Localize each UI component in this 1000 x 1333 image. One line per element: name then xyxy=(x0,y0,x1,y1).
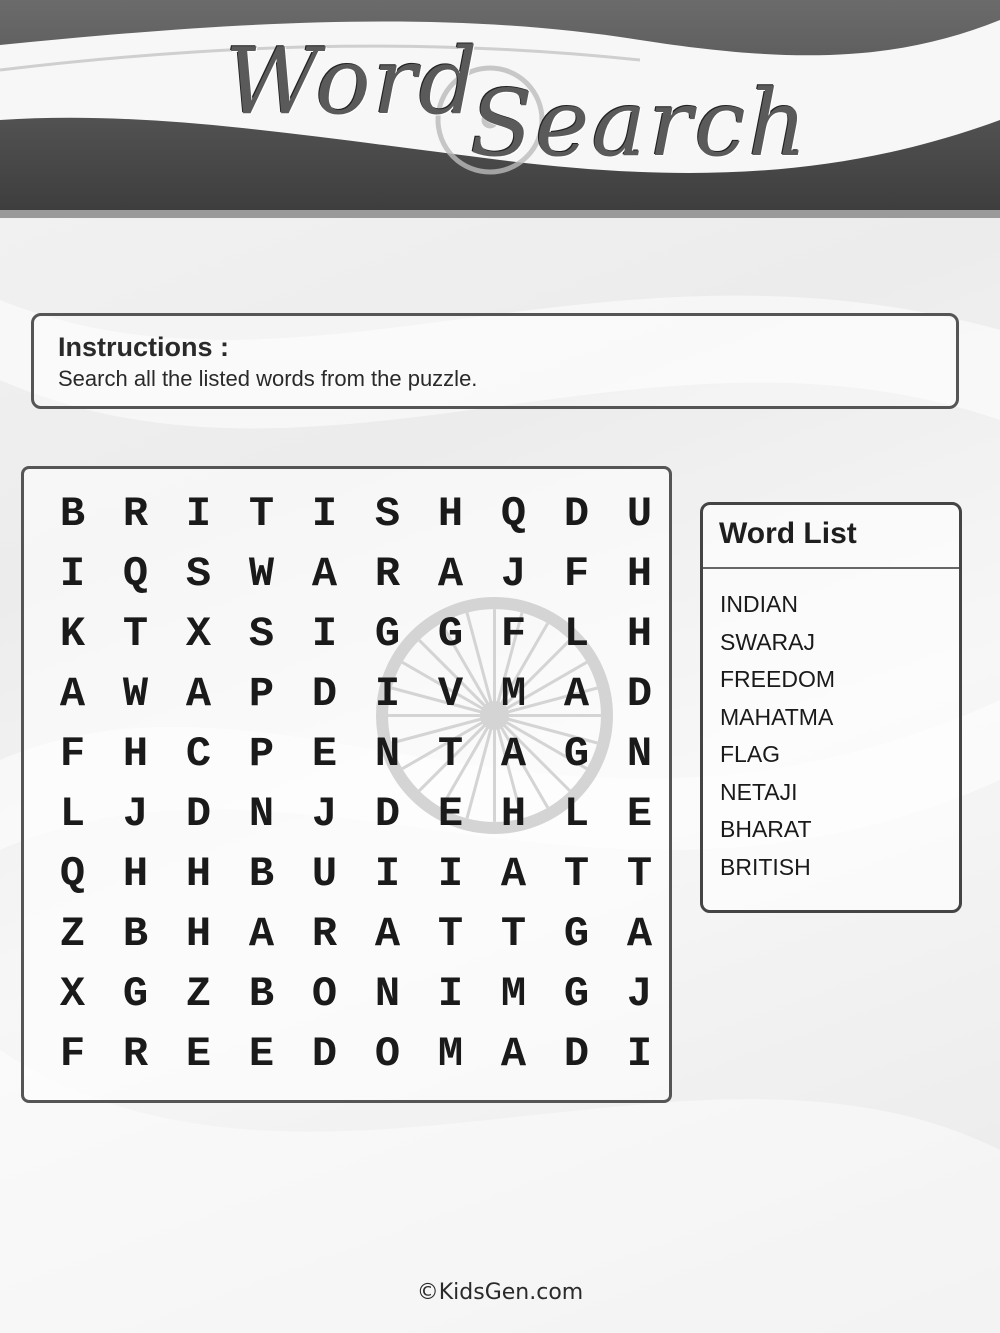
grid-cell[interactable]: T xyxy=(122,610,149,658)
grid-cell[interactable]: N xyxy=(374,730,401,778)
grid-cell[interactable]: A xyxy=(563,670,590,718)
letter-grid xyxy=(41,484,671,1084)
grid-cell[interactable]: B xyxy=(248,850,275,898)
grid-cell[interactable]: S xyxy=(248,610,275,658)
grid-cell[interactable]: D xyxy=(185,790,212,838)
grid-cell[interactable]: T xyxy=(563,850,590,898)
instructions-text: Search all the listed words from the puzzle. xyxy=(58,366,478,391)
grid-cell[interactable]: X xyxy=(185,610,212,658)
grid-cell[interactable]: G xyxy=(122,970,149,1018)
grid-cell[interactable]: I xyxy=(311,490,338,538)
grid-cell[interactable]: I xyxy=(437,970,464,1018)
grid-cell[interactable]: D xyxy=(563,1030,590,1078)
grid-cell[interactable]: T xyxy=(626,850,653,898)
word-list-item: BHARAT xyxy=(720,816,812,842)
grid-cell[interactable]: Q xyxy=(122,550,149,598)
grid-cell[interactable]: G xyxy=(374,610,401,658)
grid-cell[interactable]: A xyxy=(500,850,527,898)
grid-cell[interactable]: F xyxy=(563,550,590,598)
grid-cell[interactable]: A xyxy=(59,670,86,718)
grid-cell[interactable]: O xyxy=(374,1030,401,1078)
grid-cell[interactable]: D xyxy=(374,790,401,838)
grid-cell[interactable]: O xyxy=(311,970,338,1018)
grid-cell[interactable]: A xyxy=(185,670,212,718)
grid-cell[interactable]: J xyxy=(500,550,527,598)
grid-cell[interactable]: P xyxy=(248,670,275,718)
grid-cell[interactable]: H xyxy=(185,850,212,898)
grid-cell[interactable]: J xyxy=(122,790,149,838)
grid-cell[interactable]: A xyxy=(626,910,653,958)
grid-cell[interactable]: E xyxy=(185,1030,212,1078)
grid-cell[interactable]: A xyxy=(437,550,464,598)
grid-cell[interactable]: L xyxy=(59,790,86,838)
grid-cell[interactable]: L xyxy=(563,790,590,838)
grid-cell[interactable]: G xyxy=(437,610,464,658)
footer-credit: ©KidsGen.com xyxy=(416,1280,584,1305)
grid-cell[interactable]: L xyxy=(563,610,590,658)
grid-cell[interactable]: D xyxy=(626,670,653,718)
grid-cell[interactable]: C xyxy=(185,730,212,778)
grid-cell[interactable]: I xyxy=(374,670,401,718)
grid-cell[interactable]: H xyxy=(500,790,527,838)
grid-cell[interactable]: Q xyxy=(500,490,527,538)
grid-cell[interactable]: X xyxy=(59,970,86,1018)
grid-cell[interactable]: A xyxy=(248,910,275,958)
grid-cell[interactable]: F xyxy=(500,610,527,658)
word-list-item: SWARAJ xyxy=(720,628,815,655)
grid-cell[interactable]: Z xyxy=(59,910,86,958)
divider xyxy=(703,567,959,569)
grid-cell[interactable]: T xyxy=(437,910,464,958)
grid-cell[interactable]: U xyxy=(311,850,338,898)
grid-cell[interactable]: E xyxy=(311,730,338,778)
instructions-title: Instructions : xyxy=(58,332,230,362)
grid-cell[interactable]: A xyxy=(500,730,527,778)
grid-cell[interactable]: H xyxy=(122,850,149,898)
grid-cell[interactable]: J xyxy=(311,790,338,838)
grid-cell[interactable]: U xyxy=(626,490,653,538)
grid-cell[interactable]: D xyxy=(311,670,338,718)
grid-cell[interactable]: E xyxy=(626,790,653,838)
grid-cell[interactable]: N xyxy=(626,730,653,778)
grid-cell[interactable]: Q xyxy=(59,850,86,898)
grid-cell[interactable]: D xyxy=(563,490,590,538)
grid-cell[interactable]: H xyxy=(626,550,653,598)
grid-cell[interactable]: H xyxy=(185,910,212,958)
grid-cell[interactable]: B xyxy=(59,490,86,538)
grid-cell[interactable]: R xyxy=(311,910,338,958)
grid-cell[interactable]: I xyxy=(374,850,401,898)
grid-cell[interactable]: F xyxy=(59,730,86,778)
grid-cell[interactable]: I xyxy=(437,850,464,898)
grid-cell[interactable]: E xyxy=(437,790,464,838)
instructions-box xyxy=(31,313,959,409)
grid-cell[interactable]: N xyxy=(374,970,401,1018)
grid-cell[interactable]: R xyxy=(374,550,401,598)
grid-cell[interactable]: I xyxy=(311,610,338,658)
grid-cell[interactable]: B xyxy=(122,910,149,958)
grid-cell[interactable]: T xyxy=(437,730,464,778)
grid-cell[interactable]: D xyxy=(311,1030,338,1078)
grid-cell[interactable]: S xyxy=(374,490,401,538)
grid-cell[interactable]: R xyxy=(122,1030,149,1078)
grid-cell[interactable]: M xyxy=(500,970,527,1018)
puzzle-grid-box xyxy=(21,466,672,1103)
grid-cell[interactable]: J xyxy=(626,970,653,1018)
word-list-item: FLAG xyxy=(720,741,781,767)
grid-cell[interactable]: S xyxy=(185,550,212,598)
word-list-item: FREEDOM xyxy=(720,666,835,692)
title-search: Search xyxy=(470,70,810,177)
grid-cell[interactable]: K xyxy=(59,610,86,658)
grid-cell[interactable]: N xyxy=(248,790,275,838)
word-list-item: INDIAN xyxy=(720,591,798,617)
grid-cell[interactable]: I xyxy=(185,490,212,538)
grid-cell[interactable]: I xyxy=(626,1030,653,1078)
word-list-item: NETAJI xyxy=(720,778,798,805)
grid-cell[interactable]: T xyxy=(500,910,527,958)
grid-cell[interactable]: F xyxy=(59,1030,86,1078)
grid-cell[interactable]: I xyxy=(59,550,86,598)
grid-cell[interactable]: Z xyxy=(185,970,212,1018)
word-list-item: MAHATMA xyxy=(720,703,834,730)
grid-cell[interactable]: H xyxy=(626,610,653,658)
grid-cell[interactable]: W xyxy=(248,550,275,598)
grid-cell[interactable]: T xyxy=(248,490,275,538)
grid-cell[interactable]: M xyxy=(437,1030,464,1078)
page-title xyxy=(0,0,1000,218)
grid-cell[interactable]: E xyxy=(248,1030,275,1078)
grid-cell[interactable]: H xyxy=(122,730,149,778)
grid-cell[interactable]: A xyxy=(311,550,338,598)
grid-cell[interactable]: H xyxy=(437,490,464,538)
grid-cell[interactable]: V xyxy=(437,670,464,718)
grid-cell[interactable]: A xyxy=(500,1030,527,1078)
grid-cell[interactable]: G xyxy=(563,970,590,1018)
grid-cell[interactable]: G xyxy=(563,910,590,958)
word-list xyxy=(720,589,835,889)
title-word: Word xyxy=(225,28,480,135)
word-list-box xyxy=(700,502,962,913)
grid-cell[interactable]: B xyxy=(248,970,275,1018)
word-list-title: Word List xyxy=(719,517,857,550)
grid-cell[interactable]: R xyxy=(122,490,149,538)
grid-cell[interactable]: A xyxy=(374,910,401,958)
grid-cell[interactable]: P xyxy=(248,730,275,778)
grid-cell[interactable]: W xyxy=(122,670,149,718)
word-list-item: BRITISH xyxy=(720,853,811,880)
grid-cell[interactable]: M xyxy=(500,670,527,718)
grid-cell[interactable]: G xyxy=(563,730,590,778)
